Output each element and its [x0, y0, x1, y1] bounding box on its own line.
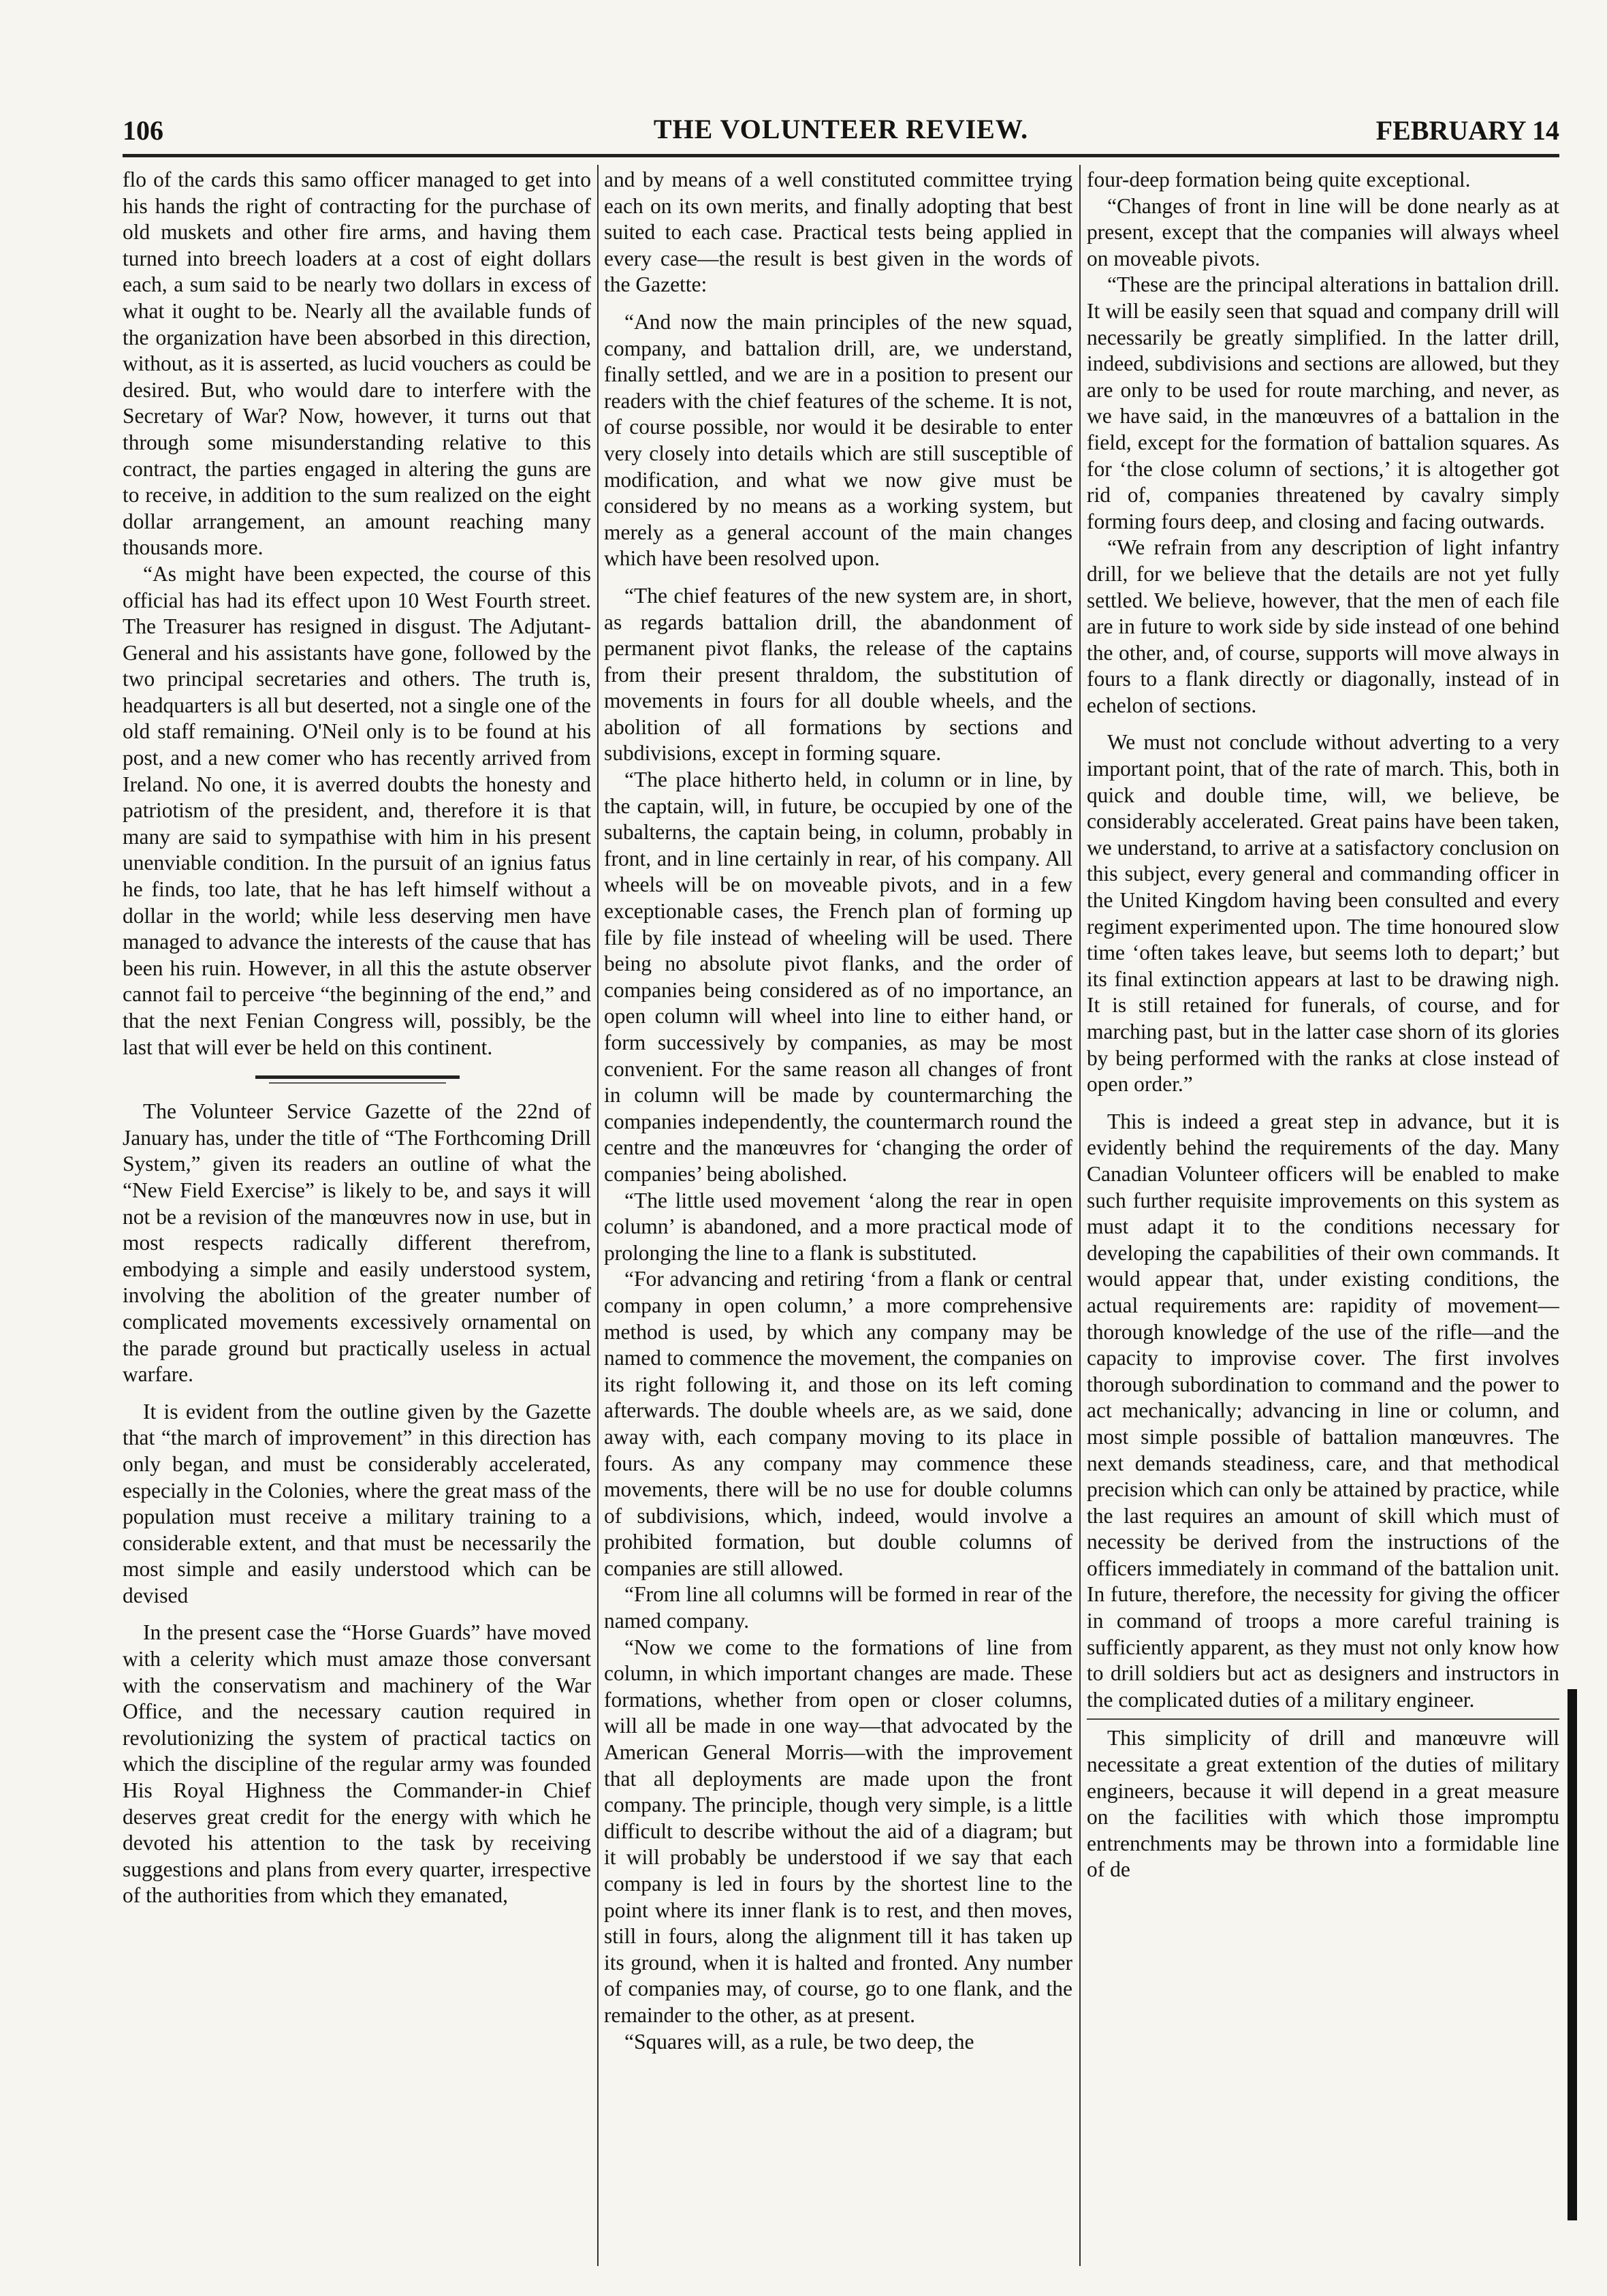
- paragraph: “And now the main principles of the new squad, company, and battalion drill, are, we understand, finally settled, and we are in a position to present our readers with the chief features of the scheme. It is not, of course possible, nor would it be desirable to enter very closely into details which are still susceptible of modification, and what we now give must be considered by no means as a working system, but merely as a general account of the main changes which have been resolved upon.: [604, 309, 1072, 571]
- section-separator: [123, 1060, 591, 1099]
- page-number: 106: [123, 115, 163, 146]
- column-1: [123, 167, 591, 2265]
- paragraph: In the present case the “Horse Guards” have moved with a celerity which must amaze those conversant with the conservatism and machinery of the War Office, and the necessary caution required in revolutionizing the system of practical tactics on which the discipline of the regular army was founded His Royal Highness the Commander-in Chief deserves great credit for the energy with which he devoted his attention to the task by receiving suggestions and plans from every quarter, irrespective of the authorities from which they emanated,: [123, 1620, 591, 1908]
- issue-date: FEBRUARY 14: [1375, 115, 1559, 146]
- paragraph: “The little used movement ‘along the rear in open column’ is abandoned, and a more practical mode of prolonging the line to a flank is substituted.: [604, 1188, 1072, 1265]
- paragraph: “We refrain from any description of light infantry drill, for we believe that the details are not yet fully settled. We believe, however, that the men of each file are in future to work side by side instead of one behind the other, and, of course, supports will move always in fours to a flank directly or diagonally, instead of in echelon of sections.: [1087, 535, 1559, 717]
- paragraph: flo of the cards this samo officer managed to get into his hands the right of contracting for the purchase of old muskets and other fire arms, and having them turned into breech loaders at a cost of eight dollars each, a sum said to be nearly two dollars in excess of what it ought to be. Nearly all the available funds of the organization have been absorbed in this direction, without, as it is asserted, as lucid vouchers as could be desired. But, who would dare to interfere with the Secretary of War? Now, however, it turns out that through some misunderstanding relative to this contract, the parties engaged in altering the guns are to receive, in addition to the sum realized on the eight dollar arrangement, an amount reaching many thousands more.: [123, 168, 591, 560]
- paragraph: “Squares will, as a rule, be two deep, the: [624, 2029, 974, 2054]
- paragraph: “For advancing and retiring ‘from a flank or central company in open column,’ a more comprehensive method is used, by which any company may be named to commence the movement, the companies on its right following it, and those on its left coming afterwards. The double wheels are, as we said, done away with, each company moving to its place in fours. As any company may commence these movements, there will be no use for double columns of subdivisions, which, indeed, would involve a prohibited formation, but double columns of companies are still allowed.: [604, 1267, 1072, 1580]
- paragraph: “As might have been expected, the course of this official has had its effect upon 10 West Fourth street. The Treasurer has resigned in disgust. The Adjutant-General and his assistants have gone, followed by the two principal secretaries and others. The truth is, headquarters is all but deserted, not a single one of the old staff remaining. O'Neil only is to be found at his post, and a new comer who has recently arrived from Ireland. No one, it is averred doubts the honesty and patriotism of the president, and, therefore it is that many are said to sympathise with him in his present unenviable condition. In the pursuit of an ignius fatus he finds, too late, that he has left himself without a dollar in the world; while less deserving men have managed to advance the interests of the cause that has been his ruin. However, in all this the astute observer cannot fail to perceive “the beginning of the end,” and that the next Fenian Congress will, possibly, be the last that will ever be held on this continent.: [123, 561, 591, 1059]
- paragraph: “The place hitherto held, in column or in line, by the captain, will, in future, be occupied by one of the subalterns, the captain being, in column, probably in front, and in line certainly in rear, of his company. All wheels will be on moveable pivots, and in a few exceptionable cases, the French plan of forming up file by file instead of wheeling will be used. There being no absolute pivot flanks, and the order of companies being considered as of no importance, an open column will wheel into line to either hand, or form successively by companies, as may be most convenient. For the same reason all changes of front in column will be made by countermarching the companies independently, the countermarch round the centre and the manœuvres for ‘changing the order of companies’ being abolished.: [604, 768, 1072, 1186]
- masthead-title: THE VOLUNTEER REVIEW.: [653, 114, 1029, 144]
- paragraph: “The chief features of the new system are, in short, as regards battalion drill, the abandonment of permanent pivot flanks, the release of the captains from their present thraldom, the substitution of movements in fours for all double wheels, and the abolition of all formations by sections and subdivisions, except in forming square.: [604, 583, 1072, 766]
- scan-margin-bar: [1568, 1689, 1577, 2220]
- paragraph: and by means of a well constituted committee trying each on its own merits, and finally adopting that best suited to each case. Practical tests being applied in every case—the result is best given in the words of the Gazette:: [604, 168, 1072, 297]
- section-separator: [1087, 1713, 1559, 1725]
- paragraph: The Volunteer Service Gazette of the 22nd of January has, under the title of “The Forthcoming Drill System,” given its readers an outline of what the “New Field Exercise” is likely to be, and says it will not be a revision of the manœuvres now in use, but in most respects radically different therefrom, embodying a simple and easily understood system, involving the abolition of the greater number of complicated movements excessively ornamental on the parade ground but practically useless in actual warfare.: [123, 1099, 591, 1387]
- paragraph: This simplicity of drill and manœuvre will necessitate a great extention of the duties of military engineers, because it will depend in a great measure on the facilities with which those impromptu entrenchments may be thrown into a formidable line of de: [1087, 1726, 1559, 1882]
- paragraph: “Changes of front in line will be done nearly as at present, except that the companies will always wheel on moveable pivots.: [1087, 193, 1559, 270]
- column-rule: [1079, 165, 1081, 2266]
- header-rule: [123, 154, 1559, 157]
- page-header: [123, 109, 1559, 150]
- column-2: [604, 167, 1072, 2265]
- column-3: [1087, 167, 1559, 2265]
- paragraph: “Now we come to the formations of line from column, in which important changes are made. These formations, whether from open or closer columns, will all be made in one way—that advocated by the American General Morris—with the improvement that all deployments are made upon the front company. The principle, though very simple, is a little difficult to describe without the aid of a diagram; but it will probably be understood if we say that each company is led in fours by the shortest line to the point where its inner flank is to rest, and then moves, still in fours, along the alignment till it has taken up its ground, when it is halted and fronted. Any number of companies may, of course, go to one flank, and the remainder to the other, as at present.: [604, 1635, 1072, 2027]
- paragraph: It is evident from the outline given by the Gazette that “the march of improvement” in this direction has only began, and must be considerably accelerated, especially in the Colonies, where the great mass of the population must receive a military training to a considerable extent, and that must be necessarily the most simple and easily understood which can be devised: [123, 1399, 591, 1607]
- paragraph: “From line all columns will be formed in rear of the named company.: [604, 1582, 1072, 1633]
- paragraph: “These are the principal alterations in battalion drill. It will be easily seen that squad and company drill will necessarily be greatly simplified. In the latter drill, indeed, subdivisions and sections are allowed, but they are only to be used for route marching, and never, as we have said, in the manœuvres of a battalion in the field, except for the formation of battalion squares. As for ‘the close column of sections,’ it is altogether got rid of, companies threatened by cavalry simply forming fours deep, and closing and facing outwards.: [1087, 272, 1559, 533]
- paragraph: four-deep formation being quite exceptional.: [1087, 168, 1471, 191]
- paragraph: This is indeed a great step in advance, but it is evidently behind the requirements of the day. Many Canadian Volunteer officers will be enabled to make such further requisite improvements on this system as must adapt it to the conditions necessary for developing the capabilities of their own commands. It would appear that, under existing conditions, the actual requirements are: rapidity of movement—thorough knowledge of the use of the rifle—and the capacity to improvise cover. The first involves thorough subordination to command and the power to act mechanically; advancing in line or column, and most simple possible of battalion manœuvres. The next demands steadiness, care, and that methodical precision which can only be attained by practice, while the last requires an amount of skill which must of necessity be derived from the instructions of the officers immediately in command of the battalion unit. In future, therefore, the necessity for giving the officer in command of troops a more careful training is sufficiently apparent, as they must not only know how to drill soldiers but act as designers and instructors in the complicated duties of a military engineer.: [1087, 1109, 1559, 1712]
- paragraph: We must not conclude without adverting to a very important point, that of the rate of march. This, both in quick and double time, will, we believe, be considerably accelerated. Great pains have been taken, we understand, to arrive at a satisfactory conclusion on this subject, every general and commanding officer in the United Kingdom having been consulted and every regiment experimented upon. The time honoured slow time ‘often takes leave, but seems loth to depart;’ but its final extinction appears at last to be drawing nigh. It is still retained for funerals, of course, and for marching past, but in the latter case shorn of its glories by being performed with the ranks at close instead of open order.”: [1087, 730, 1559, 1097]
- column-rule: [597, 165, 599, 2266]
